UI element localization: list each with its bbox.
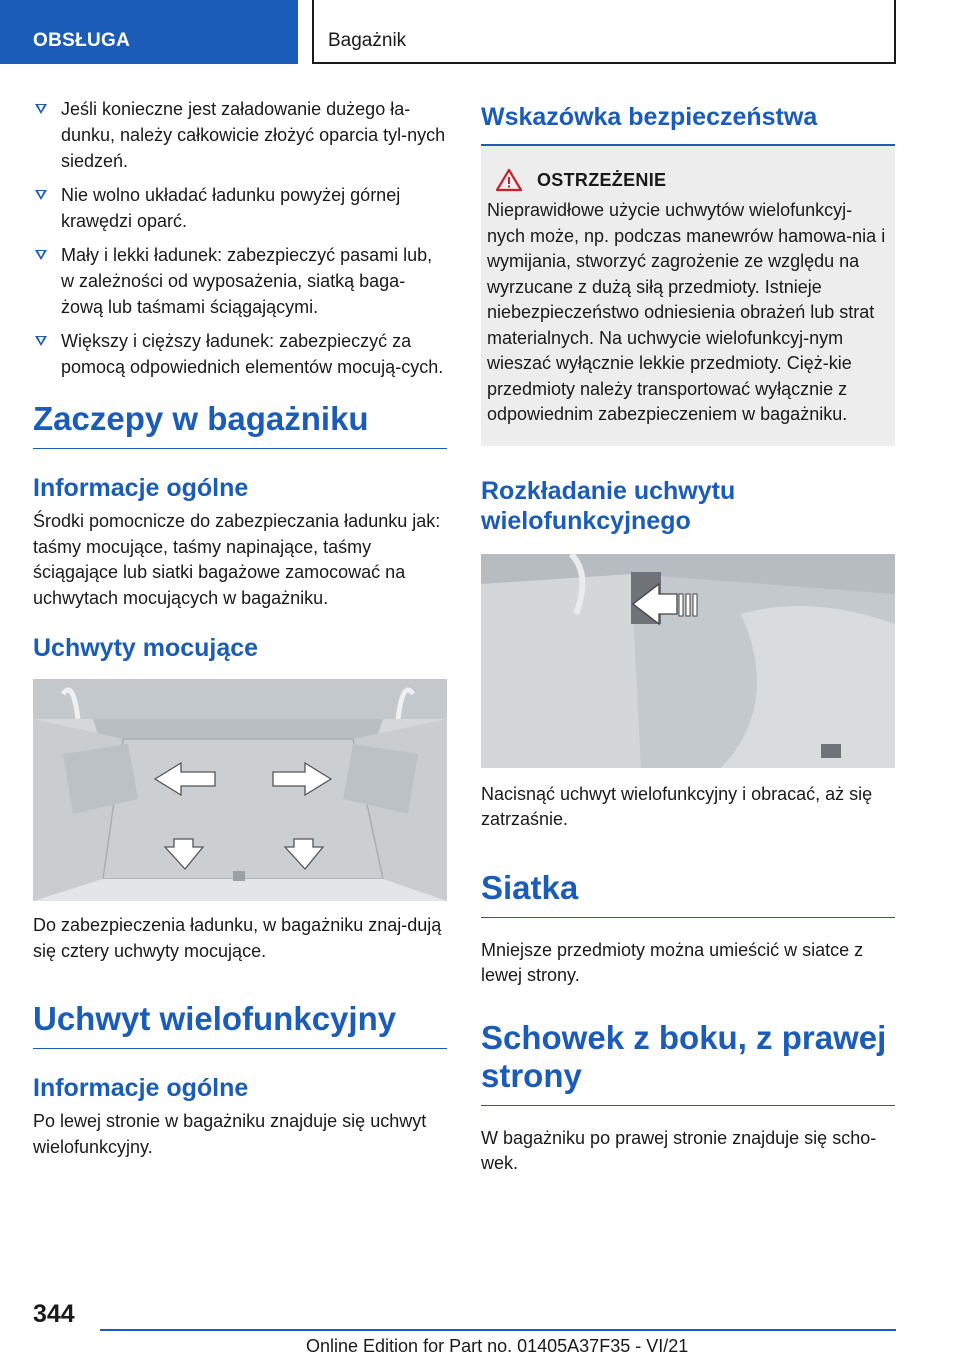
- page-title: Bagażnik: [328, 30, 407, 51]
- list-item: Mały i lekki ładunek: zabezpieczyć pasami lub, w zależności od wyposażenia, siatką baga-żową lub taśmami ściągającymi.: [33, 242, 447, 320]
- list-item: Jeśli konieczne jest załadowanie dużego ła-dunku, należy całkowicie złożyć oparcia tyl-nych siedzeń.: [33, 96, 447, 174]
- page-number: 344: [33, 1300, 75, 1328]
- bullet-triangle-icon: [35, 250, 47, 260]
- paragraph-informacje-1: Środki pomocnicze do zabezpieczania ładunku jak: taśmy mocujące, taśmy napinające, taśmy ściągające lub siatki bagażowe zamocować na uchwytach mocujących w bagażniku.: [33, 511, 441, 608]
- bullet-triangle-icon: [35, 336, 47, 346]
- left-column: [33, 96, 447, 1160]
- heading-zaczepy: Zaczepy w bagażniku: [33, 400, 447, 449]
- section-label: OBSŁUGA: [33, 30, 131, 51]
- paragraph-informacje-2: Po lewej stronie w bagażniku znajduje się uchwyt wielofunkcyjny.: [33, 1111, 427, 1157]
- warning-box: [481, 146, 895, 446]
- list-item: Większy i cięższy ładunek: zabezpieczyć za pomocą odpowiednich elementów mocują-cych.: [33, 328, 447, 380]
- page-header: [312, 0, 896, 64]
- warning-triangle-icon: [495, 168, 523, 192]
- heading-informacje-2: Informacje ogólne: [33, 1074, 249, 1102]
- hook-illustration: [481, 554, 895, 768]
- heading-safety: Wskazówka bezpieczeństwa: [481, 102, 895, 146]
- paragraph-schowek: W bagażniku po prawej stronie znajduje się scho-wek.: [481, 1127, 877, 1173]
- right-column: [481, 96, 895, 1177]
- warning-header: [495, 168, 887, 192]
- bullet-list: [33, 96, 447, 380]
- paragraph-rozkladanie: Nacisnąć uchwyt wielofunkcyjny i obracać, aż się zatrzaśnie.: [481, 783, 873, 829]
- paragraph-siatka: Mniejsze przedmioty można umieścić w siatce z lewej strony.: [481, 939, 864, 985]
- warning-text: Nieprawidłowe użycie uchwytów wielofunkcyj-nych może, np. podczas manewrów hamowa-nia i wymijania, stworzyć zagrożenie ze względu na wyrzucane z dużą siłą przedmioty. Istnieje niebezpieczeństwo odniesienia obrażeń lub strat materialnych. Na uchwycie wielofunkcyj-nym wieszać wyłącznie lekkie przedmioty. Cięż-kie przedmioty należy transportować wyłącznie z odpowiednim zabezpieczeniem w bagażniku.: [487, 200, 886, 424]
- heading-uchwyty: Uchwyty mocujące: [33, 634, 259, 662]
- footer-divider: [100, 1329, 896, 1331]
- list-item: Nie wolno układać ładunku powyżej górnej krawędzi oparć.: [33, 182, 447, 234]
- heading-siatka: Siatka: [481, 869, 895, 918]
- heading-informacje-1: Informacje ogólne: [33, 474, 249, 502]
- bullet-triangle-icon: [35, 104, 47, 114]
- heading-rozkladanie: Rozkładanie uchwytu wielofunkcyjnego: [481, 476, 736, 535]
- edition-note: Online Edition for Part no. 01405A37F35 - VI/21: [306, 1336, 689, 1356]
- trunk-illustration: [33, 679, 447, 901]
- section-tab: [0, 0, 298, 64]
- trunk-photo: [33, 679, 447, 901]
- paragraph-uchwyty: Do zabezpieczenia ładunku, w bagażniku znaj-dują się cztery uchwyty mocujące.: [33, 915, 442, 961]
- bullet-triangle-icon: [35, 190, 47, 200]
- warning-title: OSTRZEŻENIE: [537, 169, 667, 190]
- heading-schowek: Schowek z boku, z prawej strony: [481, 1019, 895, 1106]
- multifunction-hook-photo: [481, 554, 895, 768]
- heading-uchwyt-wielofunkcyjny: Uchwyt wielofunkcyjny: [33, 1000, 447, 1049]
